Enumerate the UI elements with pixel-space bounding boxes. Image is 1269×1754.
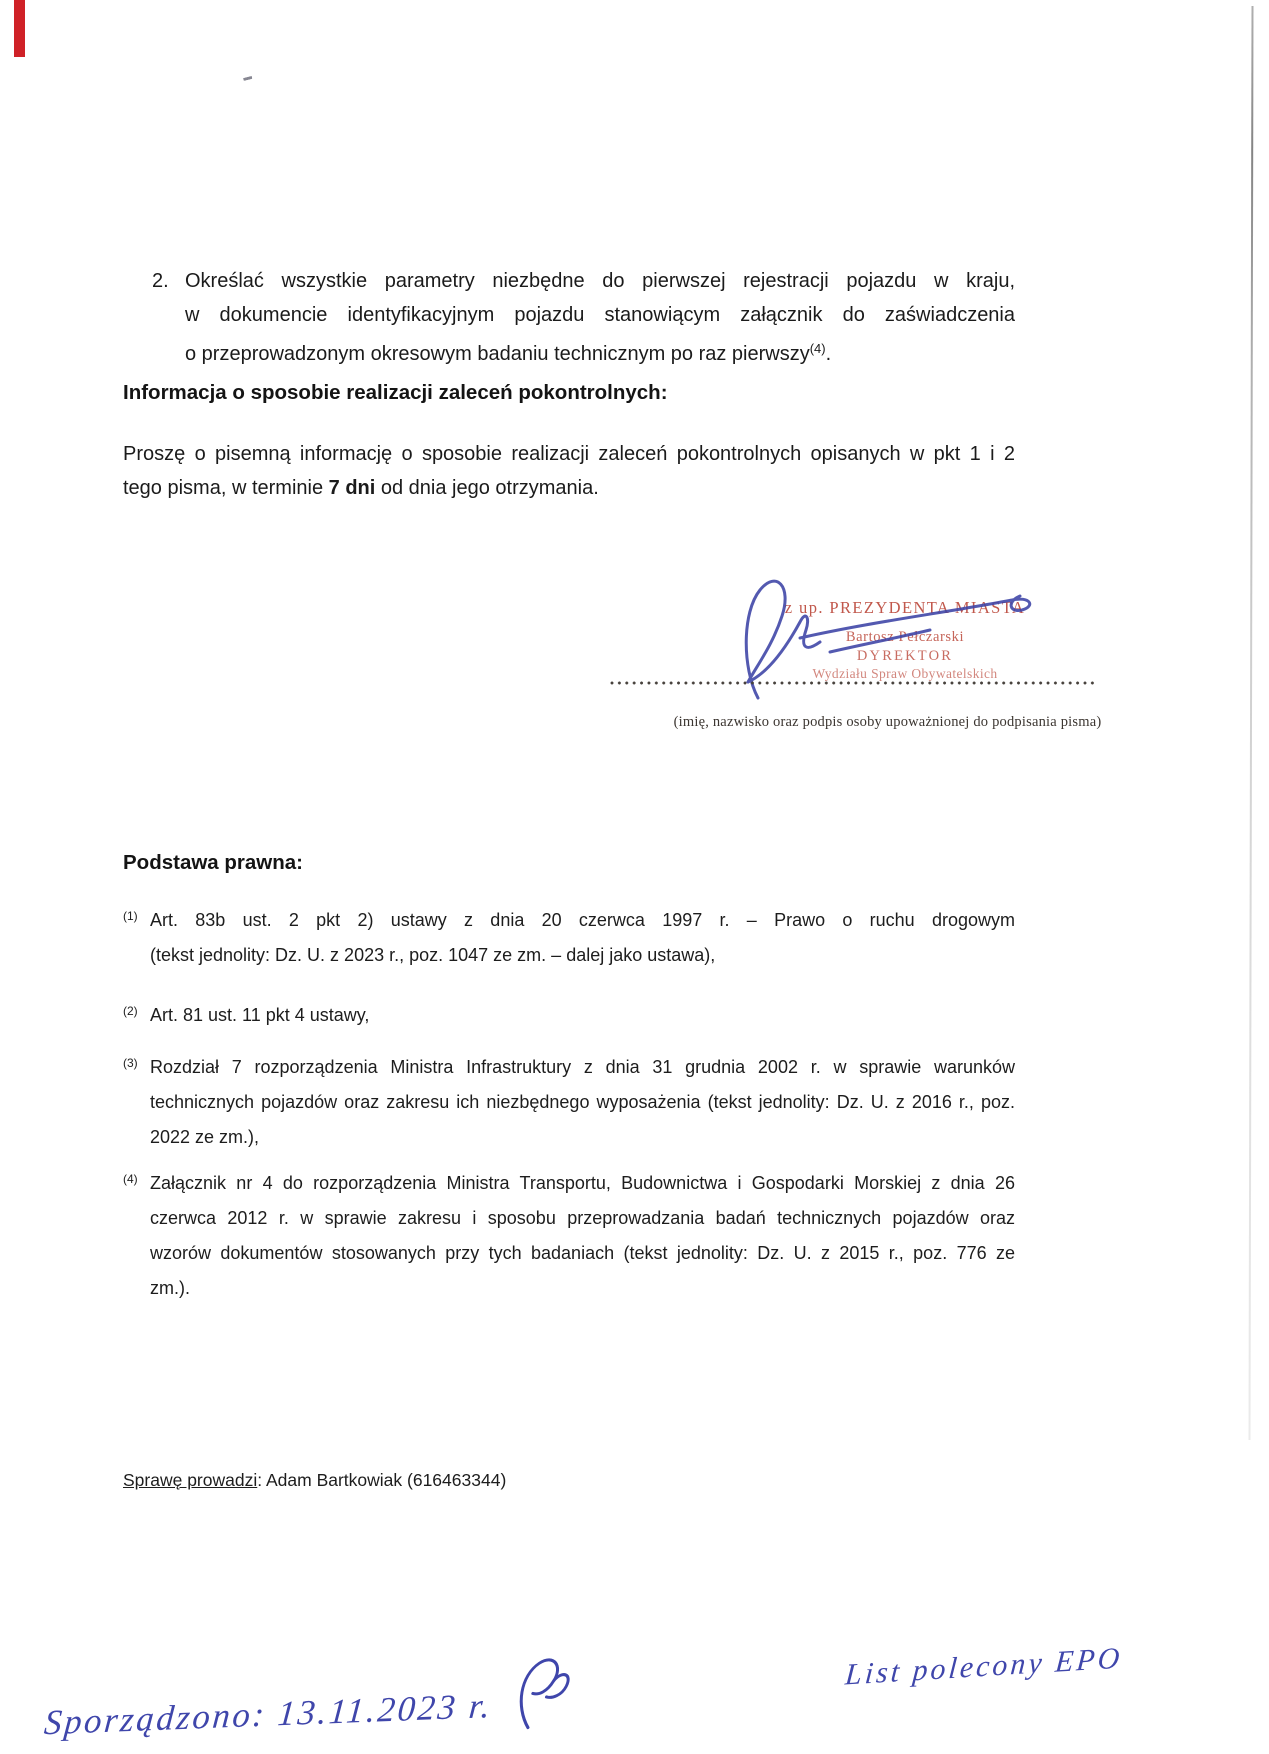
stamp-department-line: Wydziału Spraw Obywatelskich — [812, 666, 998, 681]
request-line-2: tego pisma, w terminie 7 dni od dnia jego otrzymania. — [123, 477, 599, 499]
ink-speck — [243, 74, 253, 81]
deadline-emphasis: 7 dni — [328, 477, 376, 499]
recommendations-heading: Informacja o sposobie realizacji zaleceń pokontrolnych: — [123, 381, 668, 404]
case-officer-value: : Adam Bartkowiak (616463344) — [257, 1470, 507, 1490]
stamp-title-line: DYREKTOR — [856, 648, 954, 664]
scan-artifact-line — [1248, 6, 1253, 1440]
footnote-line: Art. 83b ust. 2 pkt 2) ustawy z dnia 20 czerwca 1997 r. – Prawo o ruchu drogowym — [150, 910, 1015, 930]
signature-scribble — [630, 560, 1070, 710]
footnote-marker: (3) — [123, 1056, 138, 1070]
footnote-marker: (1) — [123, 909, 138, 923]
footnote-line: wzorów dokumentów stosowanych przy tych badaniach (tekst jednolity: Dz. U. z 2015 r., poz. 776 ze — [150, 1243, 1015, 1263]
footnote-1 — [123, 903, 1015, 973]
footnote-line: (tekst jednolity: Dz. U. z 2023 r., poz. 1047 ze zm. – dalej jako ustawa), — [150, 945, 716, 965]
case-officer-label: Sprawę prowadzi — [123, 1470, 258, 1490]
footnote-line: Art. 81 ust. 11 pkt 4 ustawy, — [150, 1005, 370, 1025]
stamp-name-line: Bartosz Pełczarski — [845, 629, 965, 645]
dotted-signature-line — [610, 681, 1096, 685]
footnote-line: technicznych pojazdów oraz zakresu ich niezbędnego wyposażenia (tekst jednolity: Dz. U. z 2016 r., poz. — [150, 1092, 1015, 1112]
handwritten-note-left: Sporządzono: 13.11.2023 r. — [42, 1652, 579, 1753]
footnote-2 — [123, 998, 1015, 1033]
legal-basis-heading: Podstawa prawna: — [123, 851, 303, 874]
item-number: 2. — [152, 270, 169, 292]
footnote-4 — [123, 1166, 1015, 1306]
red-margin-mark — [14, 0, 25, 57]
case-officer-line — [123, 1470, 506, 1491]
footnote-line: czerwca 2012 r. w sprawie zakresu i sposobu przeprowadzania badań technicznych pojazdów oraz — [150, 1208, 1015, 1228]
paraph-squiggle — [500, 1652, 579, 1735]
signature-caption: (imię, nazwisko oraz podpis osoby upoważnionej do podpisania pisma) — [673, 714, 1102, 730]
footnote-reference: (4) — [809, 341, 826, 356]
request-paragraph — [123, 437, 1015, 505]
item2-line-2: w dokumencie identyfikacyjnym pojazdu stanowiącym załącznik do zaświadczenia — [185, 303, 1015, 326]
footnote-line: Załącznik nr 4 do rozporządzenia Ministra Transportu, Budownictwa i Gospodarki Morskiej z dnia 26 — [150, 1173, 1015, 1193]
footnote-3 — [123, 1050, 1015, 1155]
stamp-authority-line: z up. PREZYDENTA MIASTA — [784, 598, 1026, 617]
paragraph-item-2 — [152, 265, 1015, 372]
handwritten-note-right: List polecony EPO — [843, 1641, 1124, 1692]
footnote-line: zm.). — [150, 1278, 190, 1298]
item2-line-1: Określać wszystkie parametry niezbędne do pierwszej rejestracji pojazdu w kraju, — [185, 270, 1015, 292]
footnote-marker: (2) — [123, 1004, 138, 1018]
request-line-1: Proszę o pisemną informację o sposobie realizacji zaleceń pokontrolnych opisanych w pkt 1 i 2 — [123, 443, 1015, 465]
footnote-line: 2022 ze zm.), — [150, 1127, 260, 1147]
footnote-line: Rozdział 7 rozporządzenia Ministra Infrastruktury z dnia 31 grudnia 2002 r. w sprawie warunków — [150, 1057, 1015, 1077]
item2-line-3: o przeprowadzonym okresowym badaniu technicznym po raz pierwszy$^{(4)}$. — [185, 341, 832, 365]
footnote-marker: (4) — [123, 1172, 138, 1186]
